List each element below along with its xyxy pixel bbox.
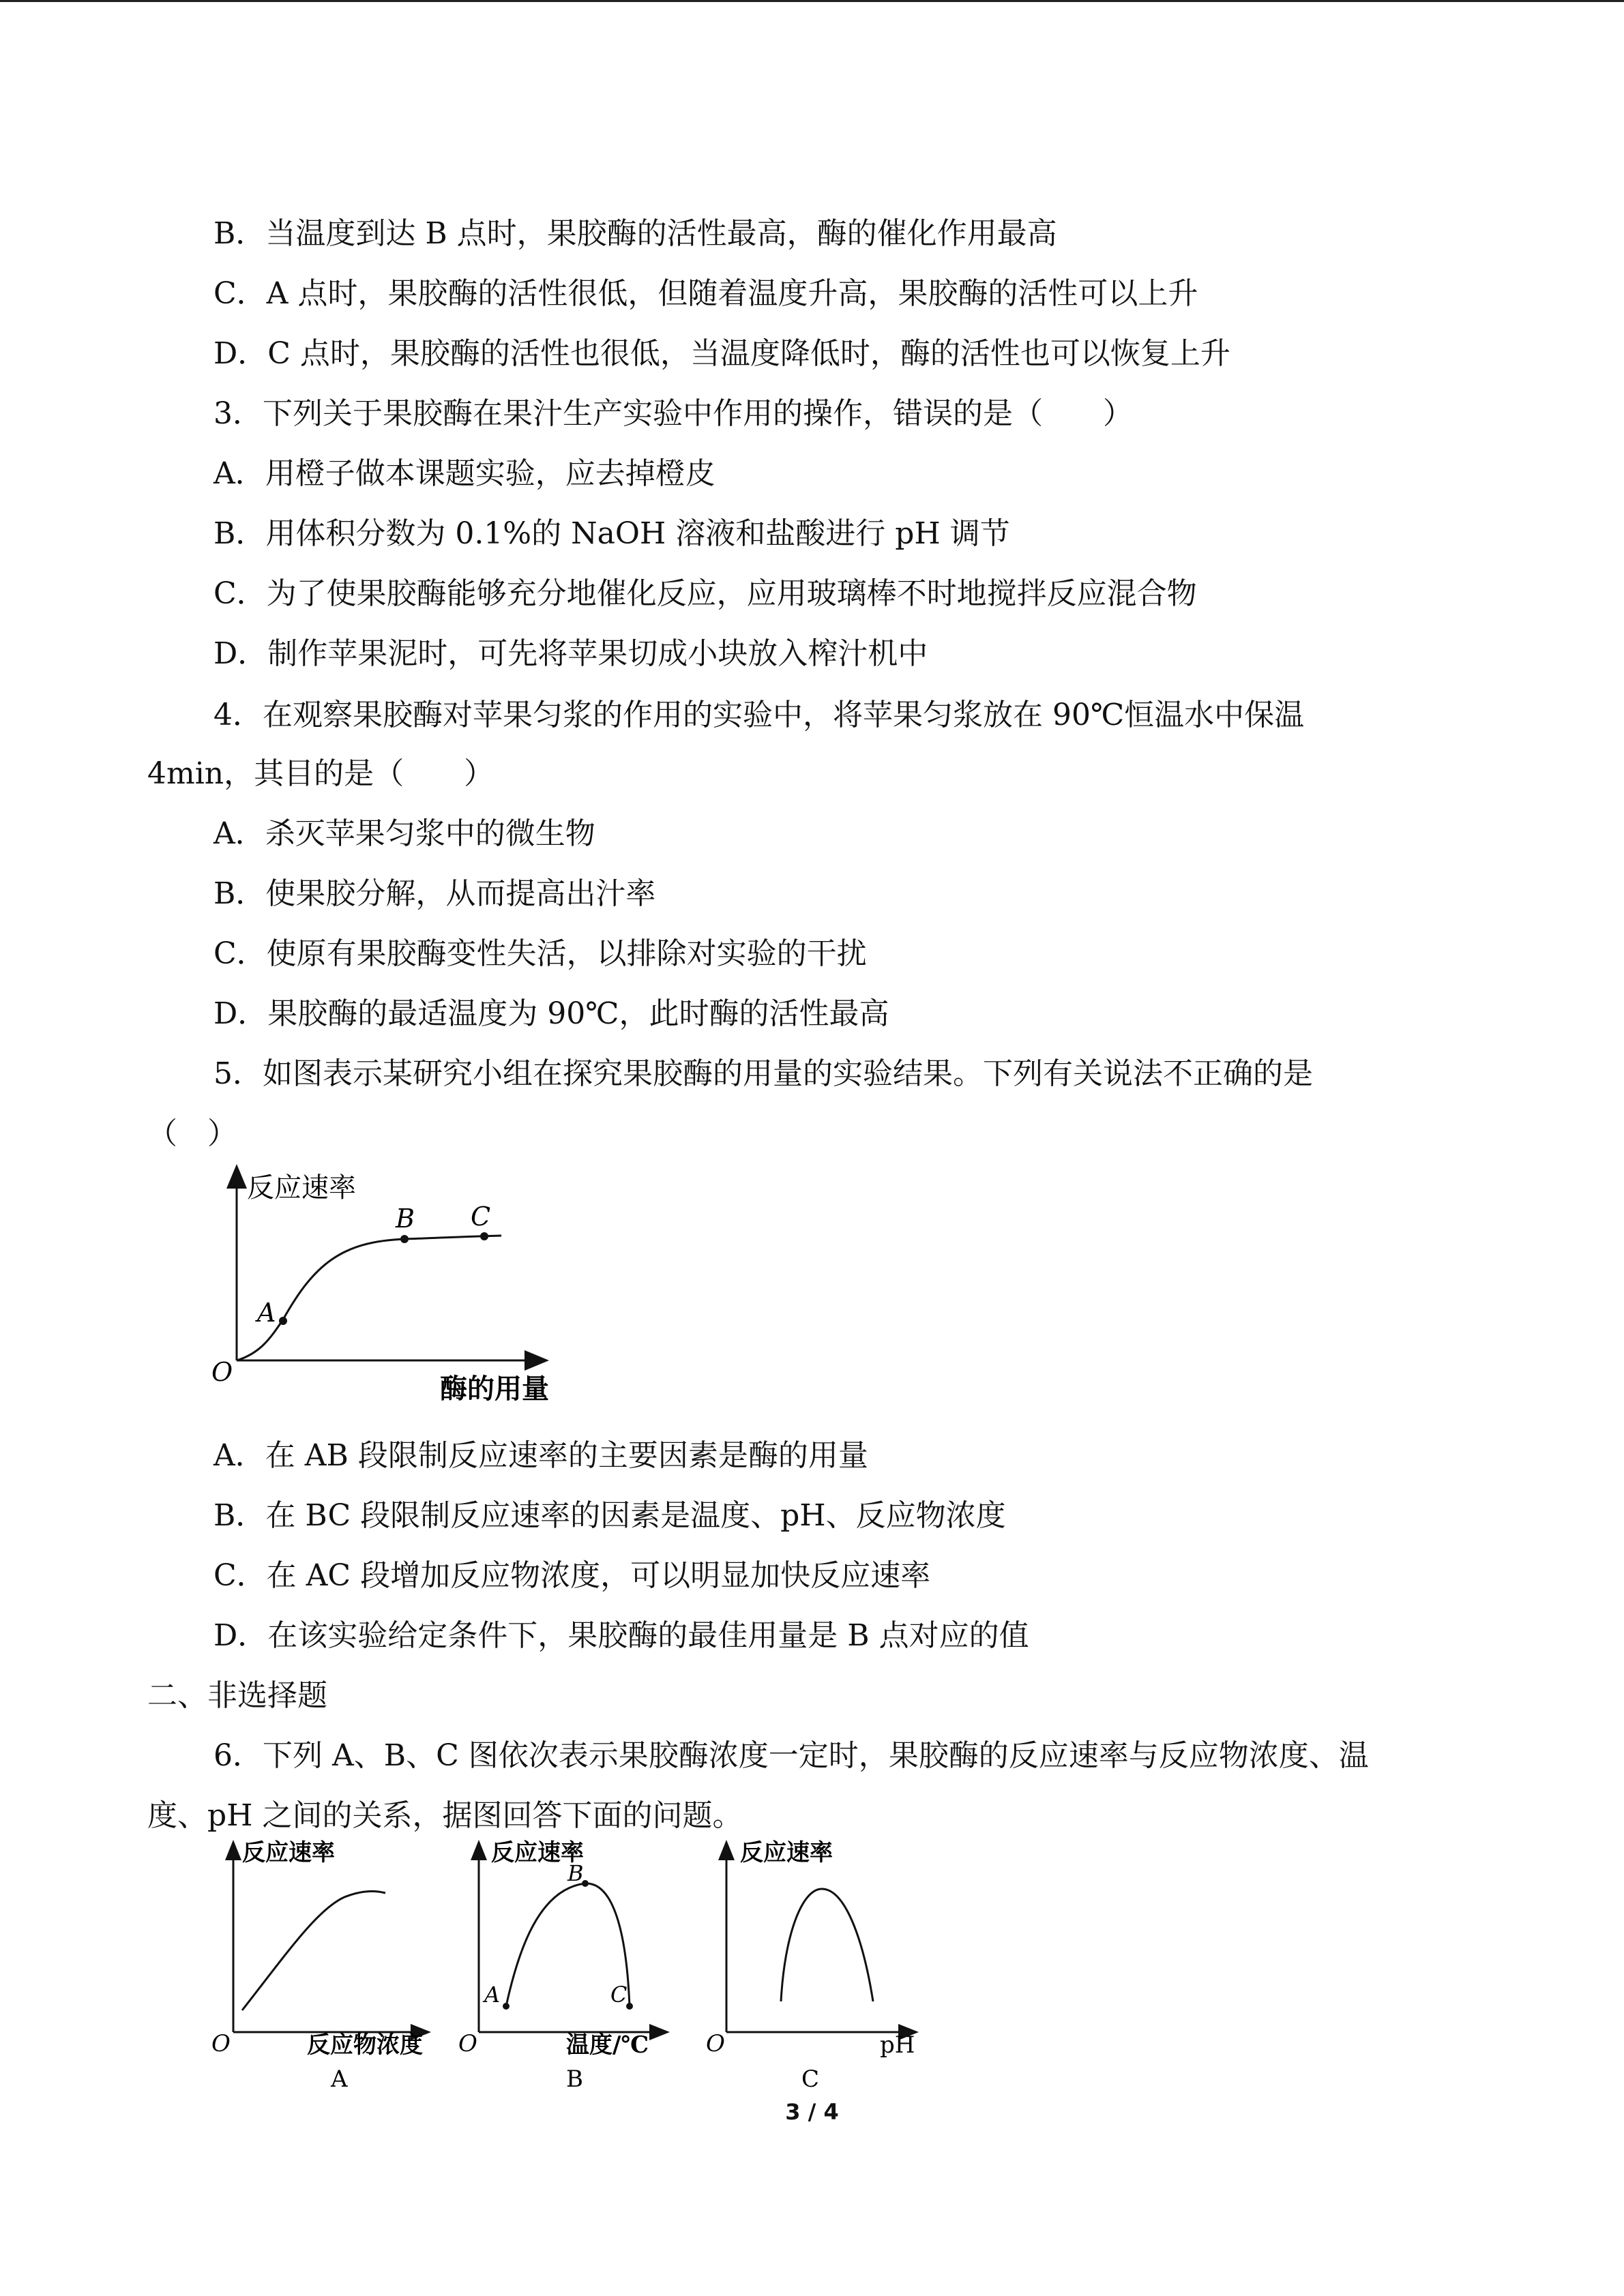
point-b-label: B [396,1204,415,1234]
section-heading: 二、非选择题 [147,1678,327,1713]
question-3: 3．下列关于果胶酶在果汁生产实验中作用的操作，错误的是（ ） [213,396,1133,431]
panel-a-y-label: 反应速率 [242,1839,335,1866]
panel-b-point-a-dot [503,2003,510,2010]
panel-b-x-label: 温度/℃ [566,2031,649,2059]
top-border [0,0,1624,2]
point-a-dot [279,1317,287,1325]
option-b-q3: B．用体积分数为 0.1%的 NaOH 溶液和盐酸进行 pH 调节 [213,516,1010,551]
option-b-q4: B．使果胶分解，从而提高出汁率 [213,876,656,911]
option-b-q2: B．当温度到达 B 点时，果胶酶的活性最高，酶的催化作用最高 [213,216,1057,251]
origin-label: O [211,1357,233,1387]
option-a-q5: A．在 AB 段限制反应速率的主要因素是酶的用量 [213,1438,868,1473]
option-c-q4: C．使原有果胶酶变性失活，以排除对实验的干扰 [213,936,867,971]
panel-b-y-label: 反应速率 [491,1839,584,1866]
option-d-q4: D．果胶酶的最适温度为 90℃，此时酶的活性最高 [213,996,889,1031]
panel-b [458,1839,662,2093]
curve [237,1236,501,1360]
q6-three-panel-graphs [198,1834,934,2100]
page-number: 3 / 4 [785,2099,839,2125]
panel-b-point-b-label: B [567,1860,584,1886]
panel-c-caption: C [801,2066,820,2093]
point-b-dot [400,1235,409,1243]
y-axis-label: 反应速率 [247,1172,356,1204]
panel-c-x-label: pH [880,2031,915,2059]
point-c-dot [480,1232,488,1240]
q5-rate-vs-enzyme-graph [198,1159,580,1405]
panel-b-point-c-label: C [610,1982,628,2008]
panel-b-origin: O [458,2030,477,2057]
panel-a-caption: A [331,2066,348,2093]
panel-a-curve [242,1892,385,2010]
question-6-cont: 度、pH 之间的关系，据图回答下面的问题。 [147,1798,743,1833]
panel-c-curve [781,1889,873,2001]
option-d-q5: D．在该实验给定条件下，果胶酶的最佳用量是 B 点对应的值 [213,1618,1029,1653]
panel-b-caption: B [566,2066,583,2093]
question-5-cont: （ ） [147,1116,237,1151]
question-4: 4．在观察果胶酶对苹果匀浆的作用的实验中，将苹果匀浆放在 90℃恒温水中保温 [213,698,1305,732]
panel-c-y-label: 反应速率 [740,1839,833,1866]
option-b-q5: B．在 BC 段限制反应速率的因素是温度、pH、反应物浓度 [213,1498,1006,1533]
option-c-q3: C．为了使果胶酶能够充分地催化反应，应用玻璃棒不时地搅拌反应混合物 [213,576,1197,611]
panel-b-point-a-label: A [484,1982,501,2008]
panel-a [211,1839,423,2093]
panel-a-x-label: 反应物浓度 [307,2031,423,2059]
point-c-label: C [471,1202,491,1232]
panel-c-origin: O [706,2030,725,2057]
panel-a-origin: O [211,2030,231,2057]
point-a-label: A [257,1298,276,1328]
panel-c [706,1839,915,2093]
panel-b-point-c-dot [626,2003,633,2010]
question-5: 5．如图表示某研究小组在探究果胶酶的用量的实验结果。下列有关说法不正确的是 [213,1056,1313,1091]
x-axis-label: 酶的用量 [440,1373,549,1405]
question-4-cont: 4min，其目的是（ ） [147,756,494,791]
option-c-q5: C．在 AC 段增加反应物浓度，可以明显加快反应速率 [213,1558,931,1593]
option-d-q2: D．C 点时，果胶酶的活性也很低，当温度降低时，酶的活性也可以恢复上升 [213,336,1230,371]
option-c-q2: C．A 点时，果胶酶的活性很低，但随着温度升高，果胶酶的活性可以上升 [213,276,1198,311]
option-d-q3: D．制作苹果泥时，可先将苹果切成小块放入榨汁机中 [213,636,928,671]
question-6: 6．下列 A、B、C 图依次表示果胶酶浓度一定时，果胶酶的反应速率与反应物浓度、温 [213,1738,1369,1773]
option-a-q4: A．杀灭苹果匀浆中的微生物 [213,816,595,851]
option-a-q3: A．用橙子做本课题实验，应去掉橙皮 [213,456,715,491]
